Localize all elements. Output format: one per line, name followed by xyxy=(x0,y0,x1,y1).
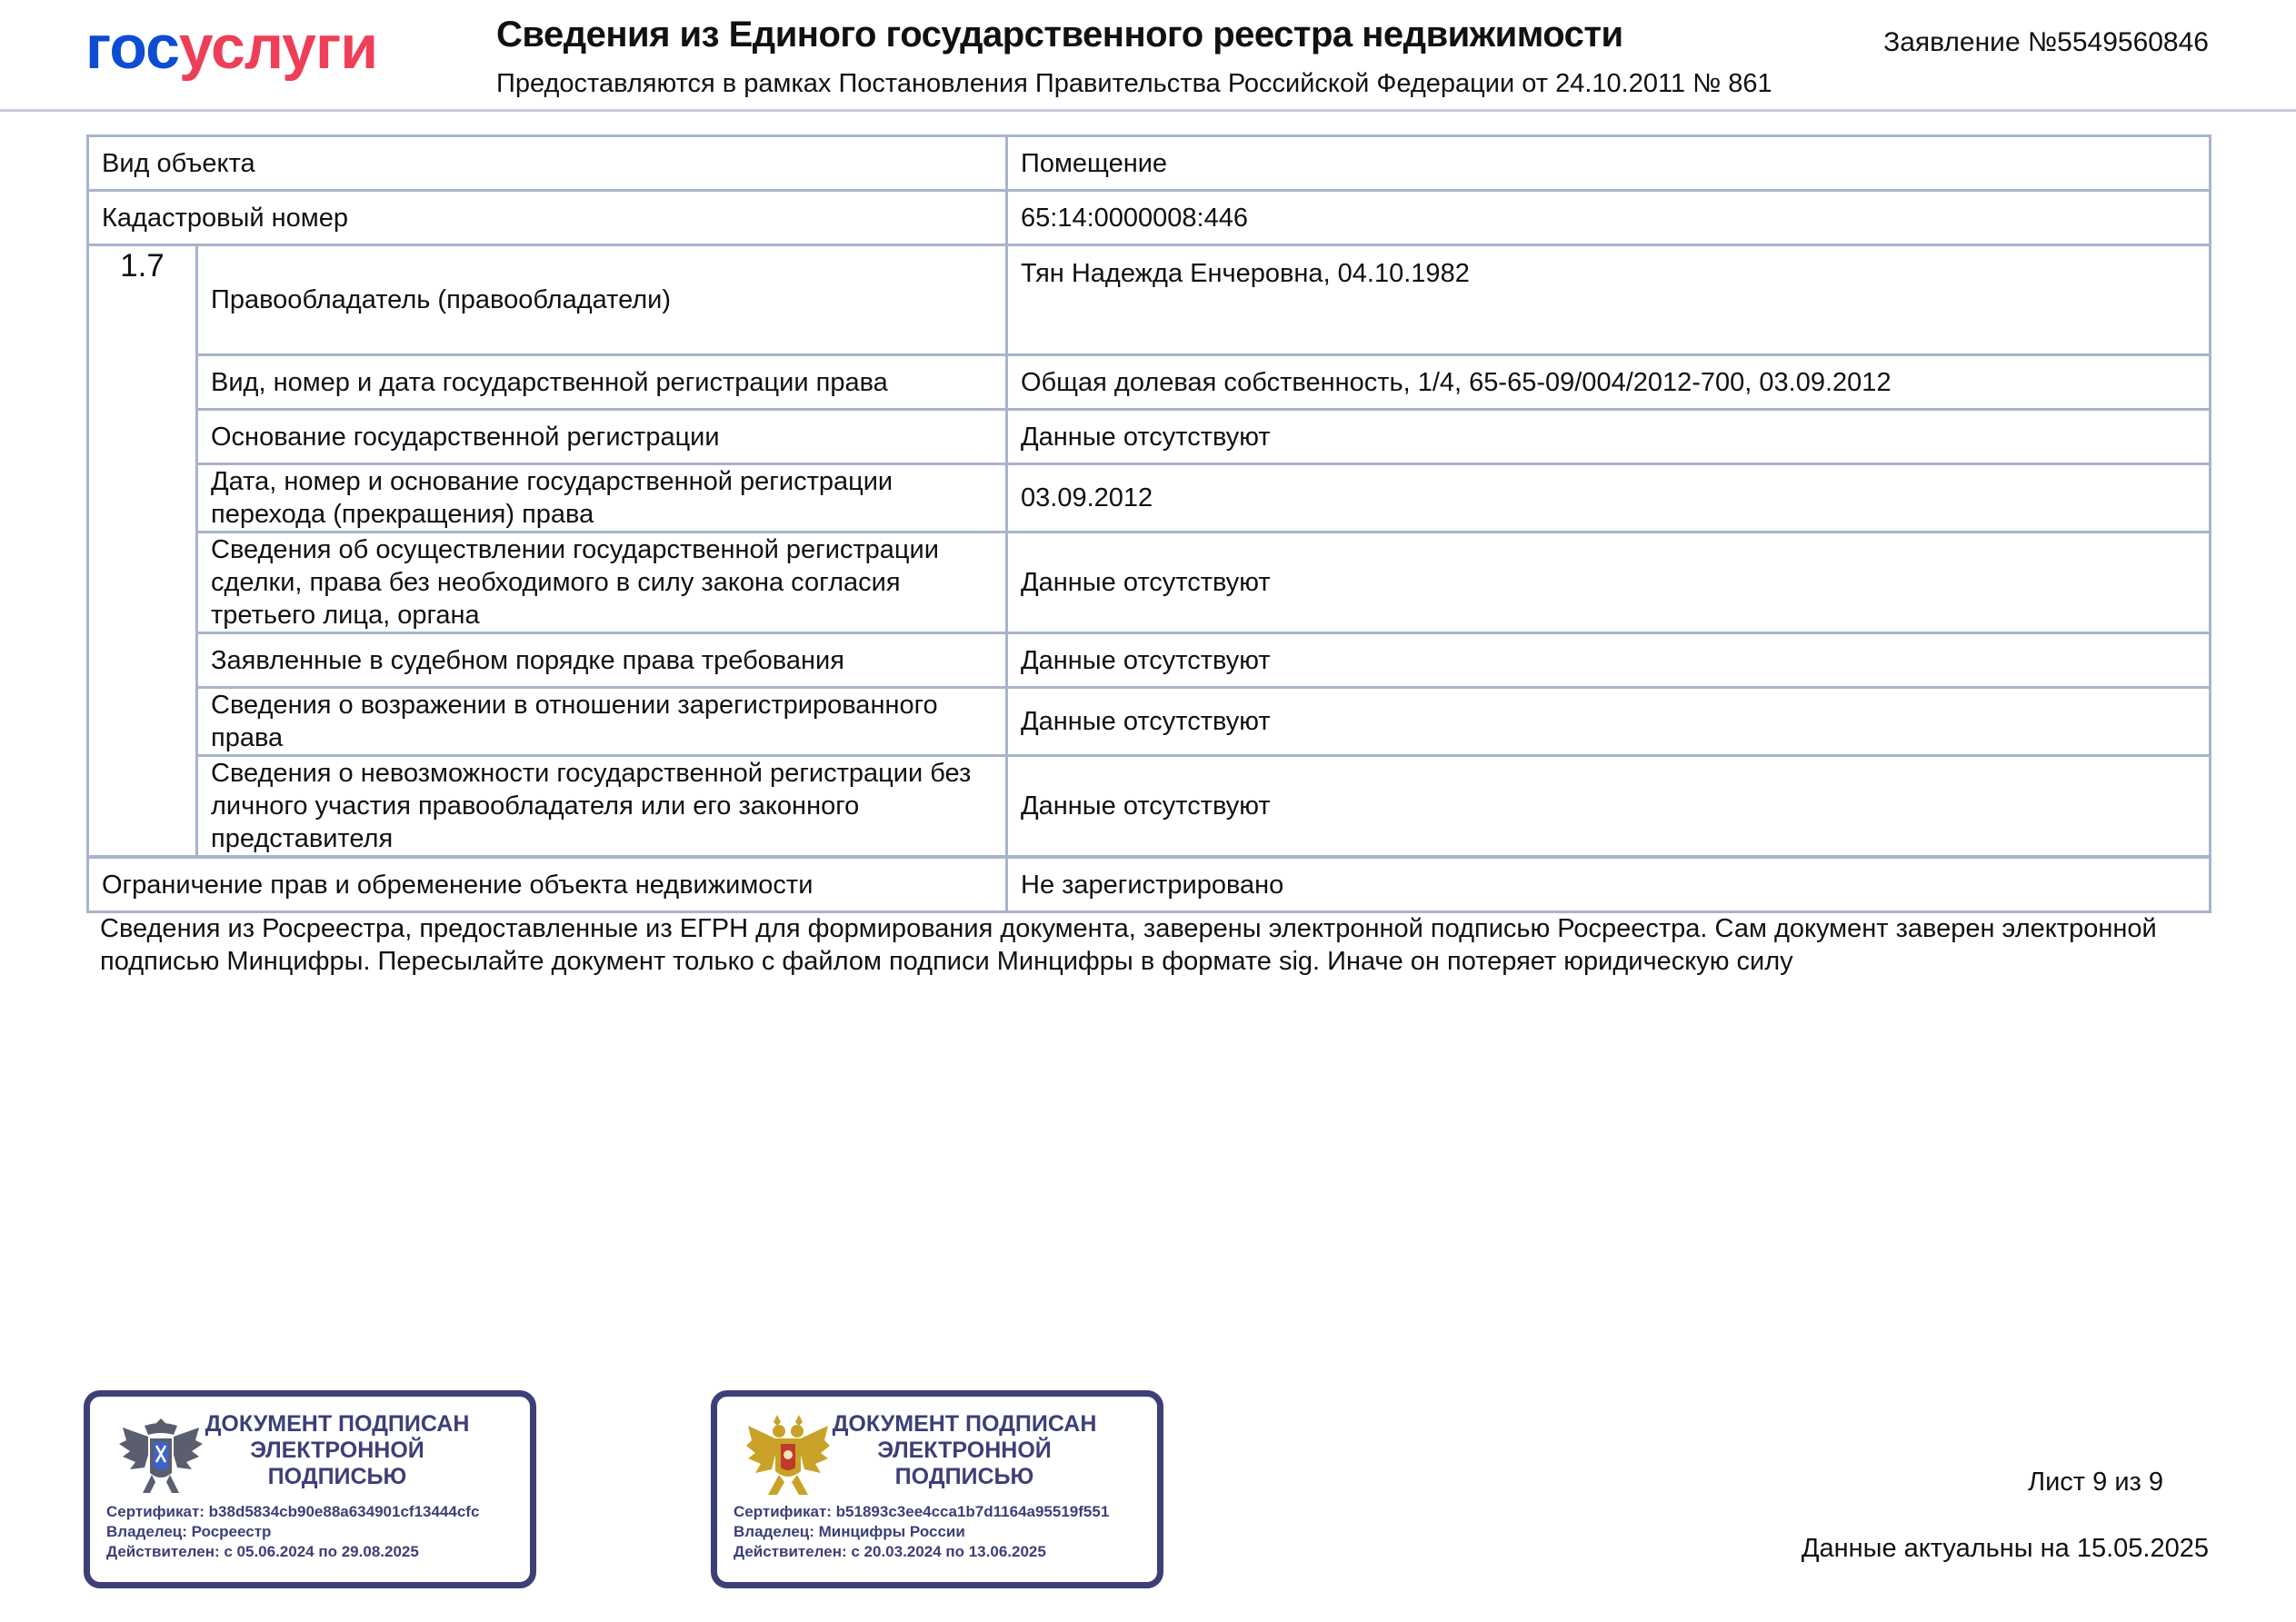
stamp-owner: Владелец: Минцифры России xyxy=(734,1523,965,1540)
stamp-title: ДОКУМЕНТ ПОДПИСАН ЭЛЕКТРОННОЙ ПОДПИСЬЮ xyxy=(205,1411,470,1489)
row-value: Тян Надежда Енчеровна, 04.10.1982 xyxy=(1007,245,2211,355)
row-label: Сведения о невозможности государственной регистрации без личного участия правообладателя или его законного представителя xyxy=(197,756,1007,857)
row-label: Заявленные в судебном порядке права требования xyxy=(197,633,1007,688)
stamp-certificate: Сертификат: b38d5834cb90e88a634901cf13444cfc xyxy=(106,1503,480,1520)
row-label: Основание государственной регистрации xyxy=(197,410,1007,464)
logo-part-gos: гос xyxy=(85,13,179,82)
table-row xyxy=(88,136,2211,191)
table-row xyxy=(88,464,2211,532)
signature-stamp-rosreestr xyxy=(84,1390,536,1588)
property-info-table xyxy=(86,134,2211,858)
table-row xyxy=(88,245,2211,355)
row-value: Данные отсутствуют xyxy=(1007,410,2211,464)
table-row xyxy=(88,532,2211,633)
restriction-table xyxy=(86,856,2211,913)
row-label: Сведения о возражении в отношении зарегистрированного права xyxy=(197,688,1007,756)
table-row xyxy=(88,191,2211,245)
section-number: 1.7 xyxy=(88,245,197,857)
stamp-details xyxy=(734,1502,1109,1562)
table-row xyxy=(88,756,2211,857)
application-number: Заявление №5549560846 xyxy=(1883,27,2209,57)
stamp-validity: Действителен: с 05.06.2024 по 29.08.2025 xyxy=(106,1543,419,1560)
row-label: Правообладатель (правообладатели) xyxy=(197,245,1007,355)
stamp-owner: Владелец: Росреестр xyxy=(106,1523,272,1540)
cadastral-number-label: Кадастровый номер xyxy=(88,191,1007,245)
row-value: Данные отсутствуют xyxy=(1007,756,2211,857)
table-row xyxy=(88,633,2211,688)
table-row xyxy=(88,355,2211,410)
stamp-title: ДОКУМЕНТ ПОДПИСАН ЭЛЕКТРОННОЙ ПОДПИСЬЮ xyxy=(832,1411,1097,1489)
page-number: Лист 9 из 9 xyxy=(2028,1468,2163,1497)
row-label: Дата, номер и основание государственной регистрации перехода (прекращения) права xyxy=(197,464,1007,532)
signature-stamp-mintsifry xyxy=(711,1390,1163,1588)
restriction-value: Не зарегистрировано xyxy=(1007,858,2211,912)
gosuslugi-logo[interactable] xyxy=(85,11,377,84)
row-value: Данные отсутствуют xyxy=(1007,532,2211,633)
row-label: Вид, номер и дата государственной регистрации права xyxy=(197,355,1007,410)
document-title: Сведения из Единого государственного реестра недвижимости xyxy=(496,15,1623,55)
table-row xyxy=(88,688,2211,756)
object-kind-value: Помещение xyxy=(1007,136,2211,191)
signature-note: Сведения из Росреестра, предоставленные из ЕГРН для формирования документа, заверены электронной подписью Росреестра. Сам документ заверен электронной подписью Минцифры. Пересылайте документ только с файлом подписи Минцифры в формате sig. Иначе он потеряет юридическую силу xyxy=(100,914,2157,976)
row-value: Данные отсутствуют xyxy=(1007,688,2211,756)
row-value: Данные отсутствуют xyxy=(1007,633,2211,688)
stamp-details xyxy=(106,1502,479,1562)
object-kind-label: Вид объекта xyxy=(88,136,1007,191)
russia-coat-of-arms-icon xyxy=(744,1409,832,1504)
stamp-certificate: Сертификат: b51893c3ee4cca1b7d1164a95519f551 xyxy=(734,1503,1110,1520)
cadastral-number-value: 65:14:0000008:446 xyxy=(1007,191,2211,245)
logo-part-uslugi: услуги xyxy=(178,13,378,82)
stamp-validity: Действителен: с 20.03.2024 по 13.06.2025 xyxy=(734,1543,1046,1560)
table-row xyxy=(88,410,2211,464)
page-header xyxy=(0,0,2296,112)
table-row xyxy=(88,858,2211,912)
row-value: Общая долевая собственность, 1/4, 65-65-09/004/2012-700, 03.09.2012 xyxy=(1007,355,2211,410)
rosreestr-eagle-icon xyxy=(117,1409,205,1504)
data-actual-date: Данные актуальны на 15.05.2025 xyxy=(1801,1534,2209,1563)
row-label: Сведения об осуществлении государственной регистрации сделки, права без необходимого в силу закона согласия третьего лица, органа xyxy=(197,532,1007,633)
document-subtitle: Предоставляются в рамках Постановления Правительства Российской Федерации от 24.10.2011 № 861 xyxy=(496,69,1772,98)
restriction-label: Ограничение прав и обременение объекта недвижимости xyxy=(88,858,1007,912)
row-value: 03.09.2012 xyxy=(1007,464,2211,532)
